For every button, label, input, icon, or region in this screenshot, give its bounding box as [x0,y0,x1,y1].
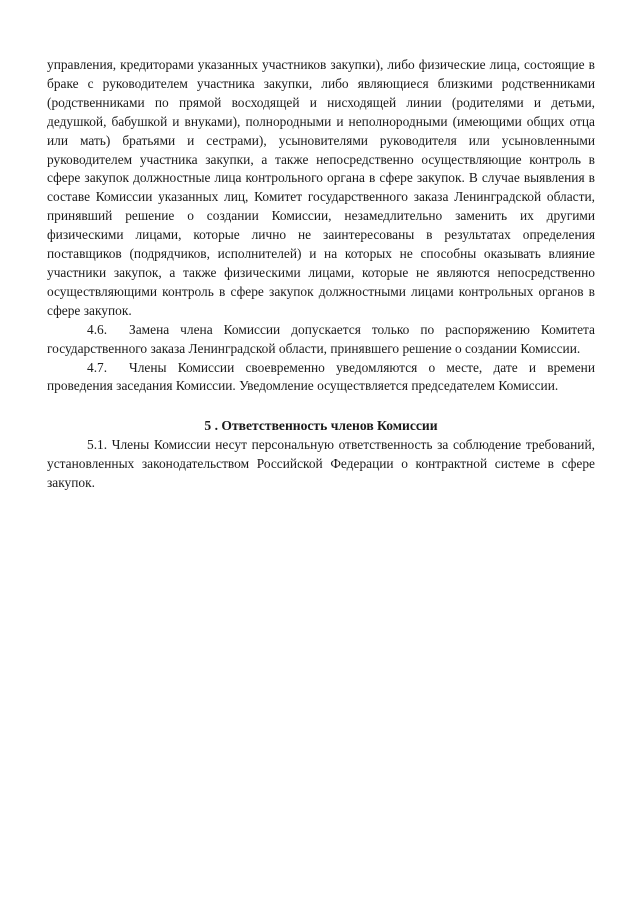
continued-paragraph: управления, кредиторами указанных участников закупки), либо физические лица, состоящие в браке с руководителем участника закупки, либо являющиеся близкими родственниками (родственниками по прямой восходящей и нисходящей линии (родителями и детьми, дедушкой, бабушкой и внуками), полнородными и неполнородными (имеющими общих отца или мать) братьями и сестрами), усыновителями руководителя или усыновленными руководителем участника закупки, а также непосредственно осуществляющие контроль в сфере закупок должностные лица контрольного органа в сфере закупок. В случае выявления в составе Комиссии указанных лиц, Комитет государственного заказа Ленинградской области, принявший решение о создании Комиссии, незамедлительно заменить их другими физическими лицами, которые лично не заинтересованы в результатах определения поставщиков (подрядчиков, исполнителей) и на которых не способны оказывать влияние участники закупок, а также физическими лицами, которые не являются непосредственно осуществляющими контроль в сфере закупок должностными лицами контрольных органов в сфере закупок. [47,57,595,318]
section-5-heading: 5 . Ответственность членов Комиссии [204,418,438,434]
document-page [47,56,595,493]
clause-5-1 [47,436,595,493]
clause-4-6 [47,321,595,359]
clause-4-7-number: 4.7. [87,359,108,375]
clause-5-1-number: 5.1. [87,437,108,453]
clause-4-6-text: Замена члена Комиссии допускается только по распоряжению Комитета государственного заказа Ленинградской области, принявшего решение о создании Комиссии. [47,321,595,356]
clause-4-7-text: Члены Комиссии своевременно уведомляются о месте, дате и времени проведения заседания Комиссии. Уведомление осуществляется председателем Комиссии. [47,359,595,394]
clause-4-7 [47,359,595,397]
clause-5-1-text: Члены Комиссии несут персональную ответственность за соблюдение требований, установленных законодательством Российской Федерации о контрактной системе в сфере закупок. [47,437,595,491]
clause-4-6-number: 4.6. [87,321,108,337]
